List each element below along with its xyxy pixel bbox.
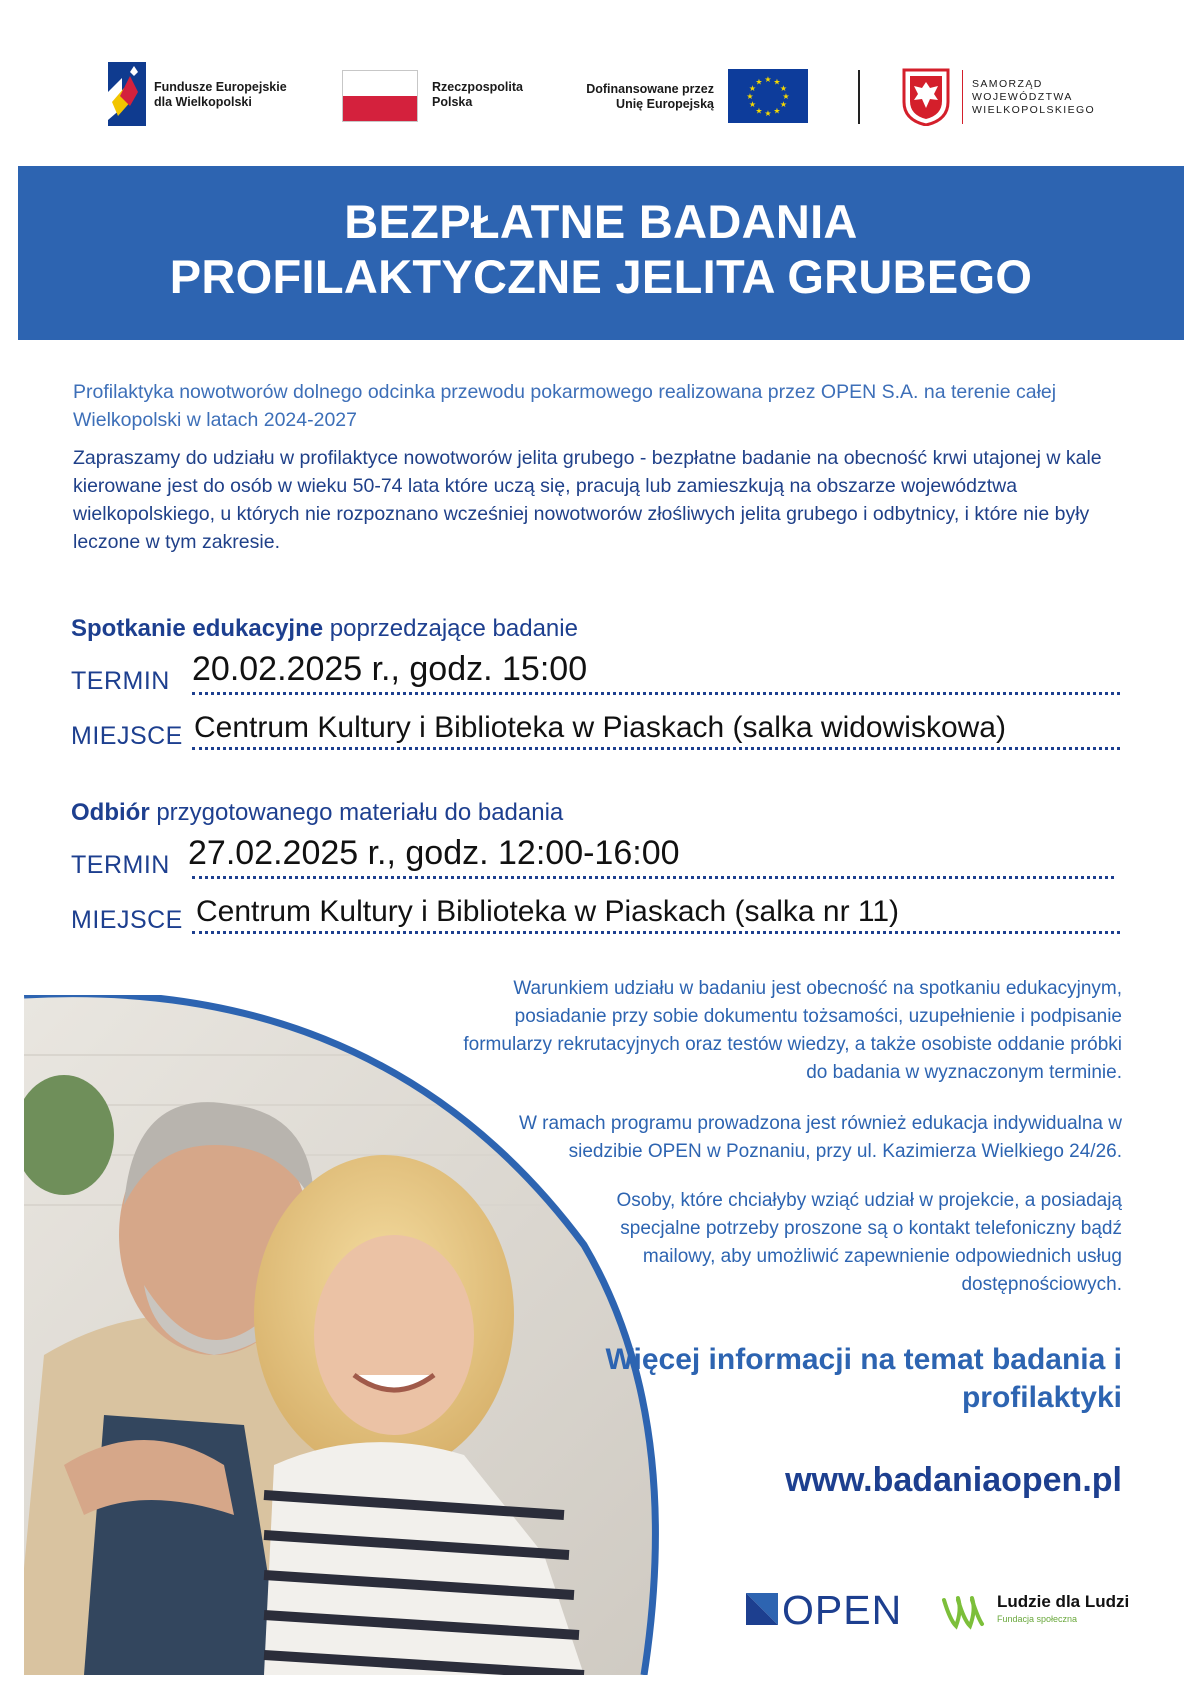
svg-text:★: ★ [748,100,757,109]
svg-text:★: ★ [764,75,772,84]
meeting-place-label: MIEJSCE [71,722,183,750]
wlkp-line-1: SAMORZĄD [972,78,1043,90]
rzeczpospolita-logo-text [432,80,562,110]
pickup-heading-bold: Odbiór [71,799,150,826]
samorzad-logo-text [972,78,1142,117]
fundusze-line-1: Fundusze Europejskie [154,80,287,94]
open-logo-text: OPEN [782,1587,903,1633]
svg-text:★: ★ [746,92,754,101]
special-needs-text: Osoby, które chciałyby wziąć udział w projekcie, a posiadają specjalne potrzeby proszone są o kontakt telefoniczny bądź mailowy, aby umożliwić zapewnienie odpowiednich usług dostępnościowych. [616,1190,1122,1295]
pickup-term-label: TERMIN [71,851,170,879]
svg-text:★: ★ [779,100,788,109]
meeting-term-label: TERMIN [71,667,170,695]
wlkp-divider [962,70,963,124]
svg-text:★: ★ [764,109,772,118]
pickup-place-value: Centrum Kultury i Biblioteka w Piaskach (salka nr 11) [196,895,900,928]
rp-line-1: Rzeczpospolita [432,80,523,94]
ludzie-dla-ludzi-logo-icon [940,1590,986,1630]
pickup-heading-rest: przygotowanego materiału do badania [149,799,564,826]
svg-text:★: ★ [773,77,781,87]
meeting-heading-rest: poprzedzające badanie [323,615,578,642]
ue-line-1: Dofinansowane przez [586,82,714,96]
website-link[interactable]: www.badaniaopen.pl [785,1461,1122,1499]
eu-cofunding-text [566,82,714,112]
fundusze-logo-text [154,80,314,110]
eu-flag-icon [728,69,808,123]
pickup-term-dotted-line [192,876,1114,879]
svg-text:★: ★ [779,84,788,93]
couple-photo [24,995,674,1675]
title-line-2: PROFILAKTYCZNE JELITA GRUBEGO [169,250,1033,303]
title-banner [18,166,1184,340]
logo-separator [858,70,860,124]
ludzie-dla-ludzi-name: Ludzie dla Ludzi [997,1592,1130,1611]
program-description: Profilaktyka nowotworów dolnego odcinka przewodu pokarmowego realizowana przez OPEN S.A. na terenie całej Wielkopolski w latach 2024-2027 [73,381,1057,431]
pickup-place-dotted-line [192,931,1120,934]
wlkp-line-2: WOJEWÓDZTWA [972,91,1073,103]
svg-text:★: ★ [773,106,781,116]
invitation-text: Zapraszamy do udziału w profilaktyce nowotworów jelita grubego - bezpłatne badanie na obecność krwi utajonej w kale kierowane jest do osób w wieku 50-74 lata które uczą się, pracują lub zamieszkują na obszarze województwa wielkopolskiego, u których nie rozpoznano wcześniej nowotworów złośliwych jelita grubego i odbytnicy, i które nie były leczone w tym zakresie. [73,447,1102,553]
fundusze-line-2: dla Wielkopolski [154,95,252,109]
rp-line-2: Polska [432,95,473,109]
meeting-heading-bold: Spotkanie edukacyjne [71,615,324,642]
svg-text:★: ★ [755,77,763,87]
wielkopolska-eagle-shield-icon [902,68,950,126]
pickup-heading [71,799,563,827]
svg-text:★: ★ [782,92,790,101]
meeting-place-dotted-line [192,747,1120,750]
meeting-heading [71,615,578,643]
meeting-term-dotted-line [192,692,1120,695]
wlkp-line-3: WIELKOPOLSKIEGO [972,104,1096,116]
fundusze-europejskie-logo [108,62,146,126]
open-logo-mark-icon [746,1593,778,1625]
logo-bar [0,0,1200,150]
ue-line-2: Unię Europejską [616,97,714,111]
pickup-term-value: 27.02.2025 r., godz. 12:00-16:00 [188,834,680,872]
more-info-heading: Więcej informacji na temat badania i profilaktyki [605,1343,1122,1414]
title-line-1: BEZPŁATNE BADANIA [344,195,858,248]
meeting-place-value: Centrum Kultury i Biblioteka w Piaskach (salka widowiskowa) [194,711,1006,744]
polish-flag-icon [342,70,418,122]
participation-conditions: Warunkiem udziału w badaniu jest obecność na spotkaniu edukacyjnym, posiadanie przy sobie dokumentu tożsamości, uzupełnienie i podpisanie formularzy rekrutacyjnych oraz testów wiedzy, a także osobiste oddanie próbki do badania w wyznaczonym terminie. [463,978,1122,1083]
ludzie-dla-ludzi-subtitle: Fundacja społeczna [997,1614,1078,1624]
pickup-place-label: MIEJSCE [71,906,183,934]
individual-education-text: W ramach programu prowadzona jest również edukacja indywidualna w siedzibie OPEN w Poznaniu, przy ul. Kazimierza Wielkiego 24/26. [518,1113,1122,1162]
svg-text:★: ★ [748,84,757,93]
meeting-term-value: 20.02.2025 r., godz. 15:00 [192,650,588,688]
svg-text:★: ★ [755,106,763,116]
